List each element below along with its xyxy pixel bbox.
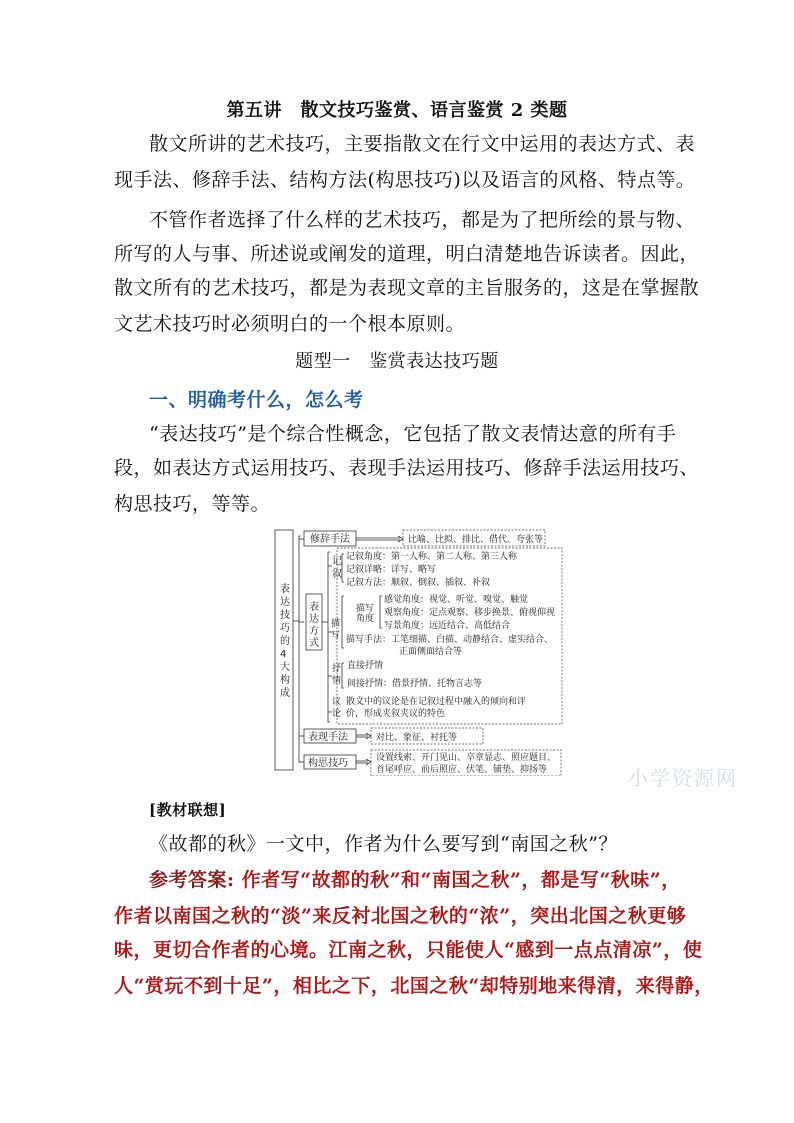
intro-p2-line1: 不管作者选择了什么样的艺术技巧，都是为了把所绘的景与物、 <box>149 209 696 231</box>
miaoxie-angle-2: 观察角度：定点观察、移步换景、俯视仰视 <box>384 608 556 618</box>
root-label: 表 达 技 巧 的 4 大 构 成 <box>280 584 290 699</box>
miaoxie-angle-1: 感觉角度：视觉、听觉、嗅觉、触觉 <box>384 595 529 605</box>
answer-text-1: 作者写“故都的秋”和“南国之秋”，都是写“秋味”， <box>241 869 681 891</box>
answer-label: 参考答案 <box>149 869 228 891</box>
miaoxie-angle-3: 写景角度：远近结合、高低结合 <box>384 621 511 631</box>
body-line3: 构思技巧，等等。 <box>114 493 271 515</box>
intro-p2-line4: 文艺术技巧时必须明白的一个根本原则。 <box>114 313 466 335</box>
intro-p2-line2: 所写的人与事、所述说或阐发的道理，明白清楚地告诉读者。因此， <box>114 243 700 265</box>
miaoxie-label: 描 写 <box>331 619 341 641</box>
page-title: 第五讲 散文技巧鉴赏、语言鉴赏 2 类题 <box>226 100 568 121</box>
yilun-content-2: 价，形成夹叙夹议的特色 <box>346 709 446 719</box>
answer-colon: : <box>227 869 242 891</box>
miaoxie-method-1: 描写手法：工笔细描、白描、动静结合、虚实结合、 <box>346 635 554 645</box>
body-line1: “表达技巧”是个综合性概念，它包括了散文表情达意的所有手 <box>149 423 677 445</box>
miaoxie-method-2: 正面侧面结合等 <box>399 647 463 657</box>
answer-line4: 人“赏玩不到十足”，相比之下，北国之秋“却特别地来得清，来得静， <box>114 975 714 997</box>
shuqing-item-2: 间接抒情：借景抒情、托物言志等 <box>347 679 483 689</box>
link-label: [教材联想] <box>149 801 227 819</box>
question: 《故都的秋》一文中，作者为什么要写到“南国之秋”？ <box>149 833 618 855</box>
intro-p1-line1: 散文所讲的艺术技巧，主要指散文在行文中运用的表达方式、表 <box>149 133 696 155</box>
watermark: 小学资源网 <box>628 766 738 790</box>
xiuci-content: 比喻、比拟、排比、借代、夸张等 <box>408 535 544 545</box>
shuqing-item-1: 直接抒情 <box>347 661 384 671</box>
intro-p2-line3: 散文所有的艺术技巧，都是为表现文章的主旨服务的，这是在掌握散 <box>114 277 700 299</box>
section-title: 题型一 鉴赏表达技巧题 <box>295 351 499 372</box>
subhead: 一、明确考什么，怎么考 <box>149 389 364 411</box>
biaoxian-content: 对比、象征、衬托等 <box>376 733 458 743</box>
body-line2: 段，如表达方式运用技巧、表现手法运用技巧、修辞手法运用技巧、 <box>114 457 700 479</box>
expression-techniques-diagram <box>272 526 564 776</box>
xiuci-label: 修辞手法 <box>310 534 350 545</box>
shuqing-label: 抒 情 <box>332 664 342 686</box>
biaoda-label: 表 达 方 式 <box>309 602 319 649</box>
jixu-item-2: 记叙详略：详写、略写 <box>346 565 437 575</box>
answer-line2: 作者以南国之秋的“淡”来反衬北国之秋的“浓”，突出北国之秋更够 <box>114 905 687 927</box>
yilun-content-1: 散文中的议论是在记叙过程中融入的倾向和评 <box>346 697 527 707</box>
jixu-item-3: 记叙方法：顺叙、倒叙、插叙、补叙 <box>346 578 491 588</box>
answer-line3: 味，更切合作者的心境。江南之秋，只能使人“感到一点点清凉”，使 <box>114 939 703 961</box>
gousi-label: 构思技巧 <box>308 758 348 769</box>
answer-line1 <box>149 868 719 892</box>
gousi-content-1: 设置线索、开门见山、卒章显志、照应题目、 <box>376 753 557 763</box>
jixu-label: 记 叙 <box>332 556 342 580</box>
gousi-content-2: 首尾呼应、前后照应、伏笔、铺垫、抑扬等 <box>376 765 548 775</box>
jixu-item-1: 记叙角度：第一人称、第二人称、第三人称 <box>346 552 518 562</box>
yilun-label: 议 论 <box>332 697 342 719</box>
biaoxian-label: 表现手法 <box>308 732 348 743</box>
intro-p1-line2: 现手法、修辞手法、结构方法(构思技巧)以及语言的风格、特点等。 <box>114 169 696 191</box>
miaoxie-angle-label: 描写 角度 <box>356 604 375 624</box>
